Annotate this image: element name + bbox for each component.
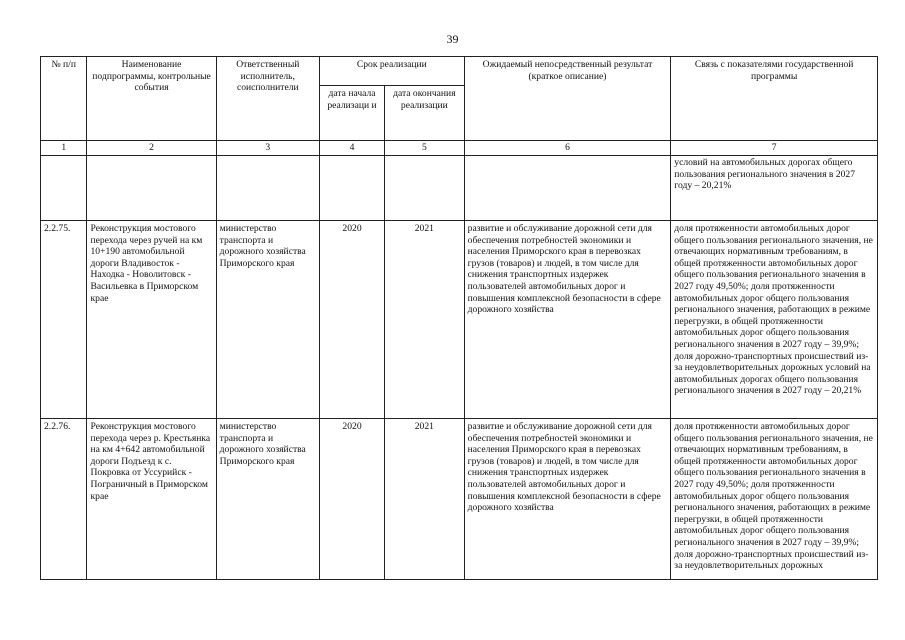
continuation-row: [41, 156, 878, 221]
row-start: 2020: [319, 419, 384, 580]
row-link: доля протяженности автомобильных дорог общего пользования регионального значения, не отвечающих нормативным требованиям, в общей протяженности автомобильных дорог общего пользования регионального значения в 2027 году 49,50%; доля протяженности автомобильных дорог общего пользования регионального значения, работающих в режиме перегрузки, в общей протяженности автомобильных дорог общего пользования регионального значения в 2027 году – 39,9%; доля дорожно-транспортных происшествий из-за неудовлетворительных дорожных: [671, 419, 878, 580]
header-row: [41, 57, 878, 86]
row-result: развитие и обслуживание дорожной сети для обеспечения потребностей экономики и населения Приморского края в перевозках грузов (товаров) и людей, в том числе для снижения транспортных издержек пользователей автомобильных дорог и повышения комплексной безопасности в сфере дорожного хозяйства: [464, 419, 671, 580]
column-number: 1: [41, 141, 87, 156]
row-end: 2021: [385, 419, 465, 580]
table-row: [41, 221, 878, 419]
row-end: 2021: [385, 221, 465, 419]
row-executor: министерство транспорта и дорожного хозяйства Приморского края: [216, 419, 319, 580]
row-num: 2.2.75.: [41, 221, 87, 419]
row-executor: министерство транспорта и дорожного хозяйства Приморского края: [216, 221, 319, 419]
column-number: 7: [671, 141, 878, 156]
row-num: 2.2.76.: [41, 419, 87, 580]
row-name: Реконструкция мостового перехода через р. Крестьянка на км 4+642 автомобильной дороги Подъезд к с. Покровка от Уссурийск - Пограничный в Приморском крае: [87, 419, 216, 580]
header-name: Наименование подпрограммы, контрольные события: [87, 57, 216, 141]
row-link: доля протяженности автомобильных дорог общего пользования регионального значения, не отвечающих нормативным требованиям, в общей протяженности автомобильных дорог общего пользования регионального значения в 2027 году 49,50%; доля протяженности автомобильных дорог общего пользования регионального значения, работающих в режиме перегрузки, в общей протяженности автомобильных дорог общего пользования регионального значения в 2027 году – 39,9%; доля дорожно-транспортных происшествий из-за неудовлетворительных дорожных условий на автомобильных дорогах общего пользования регионального значения в 2027 году – 20,21%: [671, 221, 878, 419]
column-number: 5: [385, 141, 465, 156]
column-number: 4: [319, 141, 384, 156]
row-start: 2020: [319, 221, 384, 419]
header-period: Срок реализации: [319, 57, 464, 86]
column-number-row: [41, 141, 878, 156]
header-link: Связь с показателями государственной программы: [671, 57, 878, 141]
header-result: Ожидаемый непосредственный результат (краткое описание): [464, 57, 671, 141]
row-result: развитие и обслуживание дорожной сети для обеспечения потребностей экономики и населения Приморского края в перевозках грузов (товаров) и людей, в том числе для снижения транспортных издержек пользователей автомобильных дорог и повышения комплексной безопасности в сфере дорожного хозяйства: [464, 221, 671, 419]
table-row: [41, 419, 878, 580]
header-executor: Ответственный исполнитель, соисполнители: [216, 57, 319, 141]
header-end: дата окончания реализации: [385, 86, 465, 141]
continuation-text: условий на автомобильных дорогах общего пользования регионального значения в 2027 году – 20,21%: [671, 156, 878, 221]
header-num: № п/п: [41, 57, 87, 141]
header-start: дата начала реализаци и: [319, 86, 384, 141]
program-table: [40, 56, 878, 580]
page-number: 39: [446, 32, 459, 46]
column-number: 3: [216, 141, 319, 156]
column-number: 6: [464, 141, 671, 156]
column-number: 2: [87, 141, 216, 156]
row-name: Реконструкция мостового перехода через ручей на км 10+190 автомобильной дороги Владивосток - Находка - Новолитовск - Васильевка в Приморском крае: [87, 221, 216, 419]
